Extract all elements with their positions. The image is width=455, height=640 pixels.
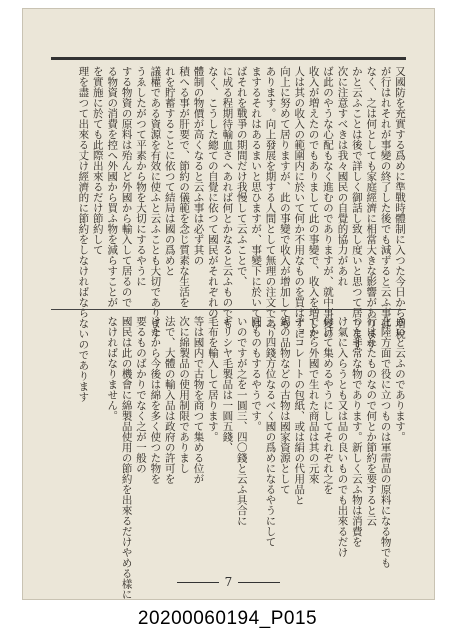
text-column: が行はれそれが事變の終了した後でも減ずると云ふ事は — [379, 66, 392, 329]
text-column: る物資の消費を控へ外國から買ふ物を減らすことが — [106, 66, 119, 308]
text-column: 毛布を輸入して居ります。 — [206, 316, 219, 442]
text-column: 積へる事が肝要で、節約の儀範を念じ質素な生活を — [178, 66, 191, 308]
text-column: つた非常な物であります。新しく云ふ物は消費を — [350, 316, 363, 547]
text-column: れを貯蓄することに依つて結局は國の爲めと — [163, 66, 176, 276]
text-column: 又國防を充實する爲めに準戰時體制に入つた今日から増稅 — [394, 66, 406, 339]
text-column: ギリシヤ毛製品は一圓五錢、 — [221, 316, 234, 453]
text-column: 行はれたものなので何とか節約を要すると云 — [365, 316, 378, 526]
text-column: 錫の品物などの古物は國家資源として — [278, 316, 291, 495]
text-column: いのですが之を一圓三、四〇錢と云ふ具合に — [235, 316, 248, 526]
text-column: に成る程期待輸血さへあれば何とかなると云ふものでも — [221, 66, 234, 329]
text-column: うゑしたがつて平素から物を大切にするやうに — [134, 66, 147, 287]
text-column: 次に綿製品の使用制限でありまし — [178, 316, 191, 474]
text-column: チョコレートの包紙、或は絹の代用品と — [293, 316, 306, 505]
text-column: 人は其の收入の範圍内に於いて何か不用なものを買はずに — [293, 66, 306, 339]
text-column: ば此のやうな心配もなく進むのでありますが、就中事變の — [322, 66, 335, 339]
page-number-text: 7 — [224, 575, 233, 589]
text-column: なければなりません。 — [106, 316, 119, 421]
page-number-left-rule — [177, 582, 219, 583]
page-number — [23, 575, 434, 589]
text-column: 國民は此の機會に綿製品使用の節約を出來るだけやめる樣に — [120, 316, 133, 600]
text-column: 等は國内で古物を商つて集める位が — [192, 316, 205, 484]
text-column: ばそれを戰爭の期間だけ我慢して云ふことで、 — [235, 66, 248, 287]
text-column: かと云ふことは後で詳しく御話し致し度いと思つて居ります — [350, 66, 363, 350]
text-column: でから外國で生れた商品は其の元來 — [307, 316, 320, 484]
text-column: 三、四錢方位なるべく國の爲めになるやうにして — [264, 316, 277, 547]
text-column: する物資の原料は殆んど外國から輸入して居るので — [120, 66, 133, 308]
text-column: 圓ものもするやうです。 — [250, 316, 263, 432]
text-column: 付けて集めるやうにしてそれぞれ之を — [322, 316, 335, 495]
text-column: 北陸方面で役に立つものは軍需品の原料になる物でも — [379, 316, 392, 568]
text-column: 體制の物價が高くなると云ふ事は必ず其の — [192, 66, 205, 266]
text-column: 法で、大體の輸入品は政府の許可を — [163, 316, 176, 484]
bottom-text-block — [51, 309, 406, 600]
text-column: 向上に努めて居りますが、此の事變で收入が增加しても — [278, 66, 291, 329]
text-column: け氣に入らうとも又は品の良いものでも出來るだけ — [336, 316, 349, 558]
image-caption: 20200060194_P015 — [137, 608, 318, 629]
text-column: 議權である資源を有效に使ふと云ふことも大切であります — [149, 66, 162, 339]
text-column: なく、之は何としても家庭經濟に相當大きな影響があります — [365, 66, 378, 350]
text-column: 要るものばかりでなく之が一般の — [134, 316, 147, 474]
page-number-right-rule — [238, 582, 280, 583]
text-column: 收入が増えたのでもありまして此の事變で、收入を増した — [307, 66, 320, 339]
text-column: なく、こうした總ての自覺に依つて國民がそれぞれの — [206, 66, 219, 318]
text-column: さいと云ふのであります。 — [394, 316, 406, 442]
text-column: 次に注意すべきは我々國民の自覺的協力があれ — [336, 66, 349, 287]
document-page — [22, 8, 435, 600]
text-column: けたから今後は綿を多く使つた物を — [149, 316, 162, 484]
text-column: まするそれはあるまいと思ひますが、事變下に於いては — [250, 66, 263, 329]
text-column: 理を盡つて出來る丈け經濟的に節約をしなければならないのであります — [77, 66, 90, 402]
text-column: を實施に於ても此際出來るだけ節約して — [91, 66, 104, 255]
text-column: あります。向上發展を期する人間として無理の注文であり — [264, 66, 277, 339]
